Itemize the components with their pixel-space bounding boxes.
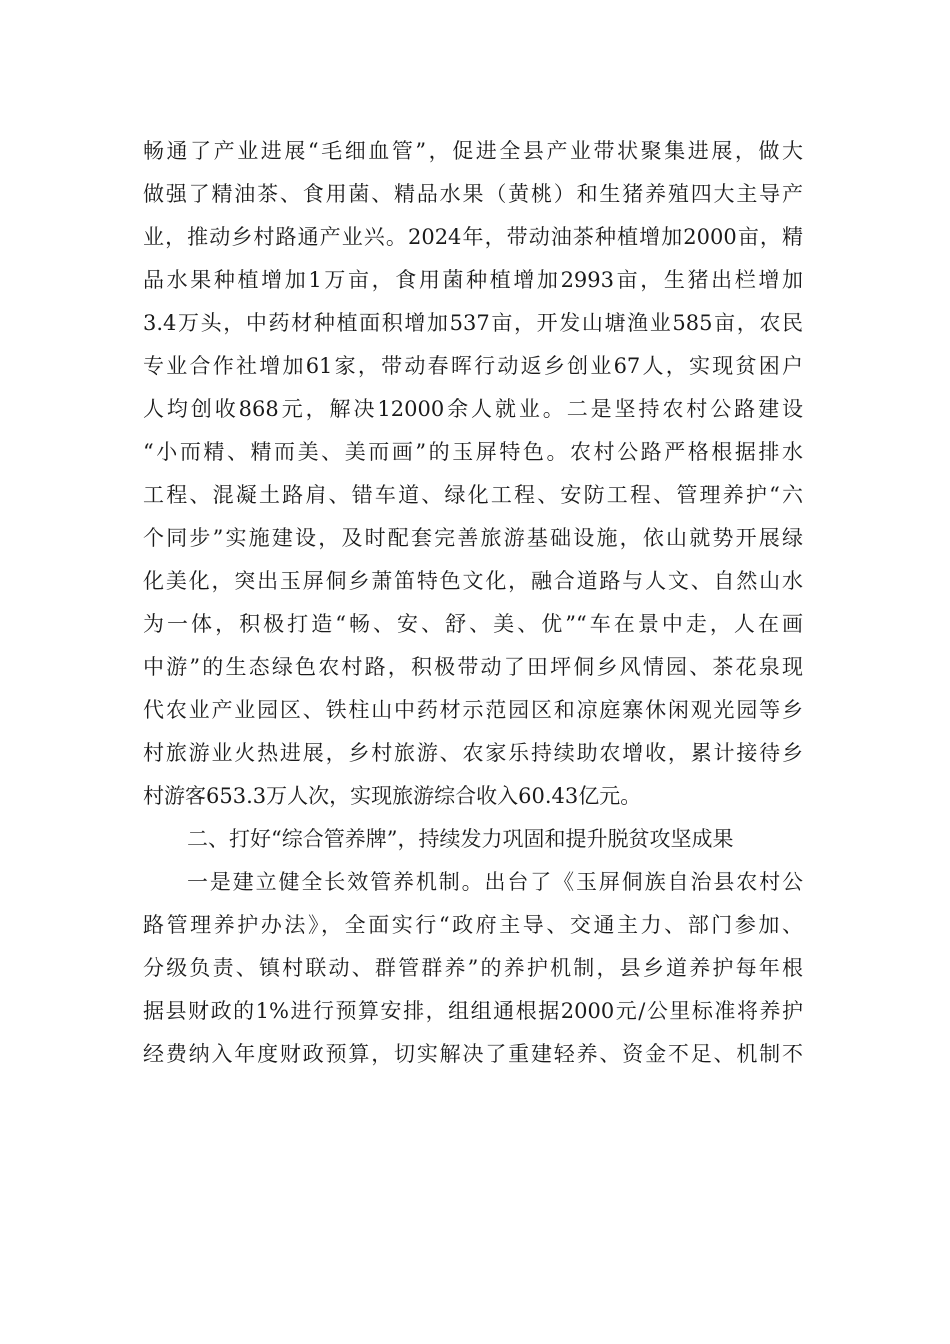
- text-line: 一是建立健全长效管养机制。出台了《玉屏侗族自治县农村公: [187, 870, 803, 894]
- text-line: 中游”的生态绿色农村路，积极带动了田坪侗乡风情园、茶花泉现: [143, 655, 803, 679]
- text-line: 据县财政的1%进行预算安排，组组通根据2000元/公里标准将养护: [143, 999, 803, 1023]
- text-line: 品水果种植增加1万亩，食用菌种植增加2993亩，生猪出栏增加: [143, 268, 803, 292]
- text-line: 人均创收868元，解决12000余人就业。二是坚持农村公路建设: [143, 397, 803, 421]
- text-line: 畅通了产业进展“毛细血管”，促进全县产业带状聚集进展，做大: [143, 139, 803, 163]
- text-line: 个同步”实施建设，及时配套完善旅游基础设施，依山就势开展绿: [143, 526, 803, 550]
- text-line: 为一体，积极打造“畅、安、舒、美、优”“车在景中走，人在画: [143, 612, 803, 636]
- document-body: [143, 130, 803, 1076]
- text-line: 路管理养护办法》，全面实行“政府主导、交通主力、部门参加、: [143, 913, 803, 937]
- text-line: 分级负责、镇村联动、群管群养”的养护机制，县乡道养护每年根: [143, 956, 803, 980]
- text-line: 二、打好“综合管养牌”，持续发力巩固和提升脱贫攻坚成果: [187, 827, 734, 851]
- text-line: 3.4万头，中药材种植面积增加537亩，开发山塘渔业585亩，农民: [143, 311, 803, 335]
- text-line: 做强了精油茶、食用菌、精品水果（黄桃）和生猪养殖四大主导产: [143, 182, 803, 206]
- text-line: 代农业产业园区、铁柱山中药材示范园区和凉庭寨休闲观光园等乡: [143, 698, 803, 722]
- text-line: 工程、混凝土路肩、错车道、绿化工程、安防工程、管理养护“六: [143, 483, 803, 507]
- text-line: 经费纳入年度财政预算，切实解决了重建轻养、资金不足、机制不: [143, 1042, 803, 1066]
- text-line: 业，推动乡村路通产业兴。2024年，带动油茶种植增加2000亩，精: [143, 225, 803, 249]
- text-line: 专业合作社增加61家，带动春晖行动返乡创业67人，实现贫困户: [143, 354, 803, 378]
- text-line: 化美化，突出玉屏侗乡萧笛特色文化，融合道路与人文、自然山水: [143, 569, 803, 593]
- text-line: 村游客653.3万人次，实现旅游综合收入60.43亿元。: [143, 784, 642, 808]
- text-line: 村旅游业火热进展，乡村旅游、农家乐持续助农增收，累计接待乡: [143, 741, 803, 765]
- text-line: “小而精、精而美、美而画”的玉屏特色。农村公路严格根据排水: [143, 440, 803, 464]
